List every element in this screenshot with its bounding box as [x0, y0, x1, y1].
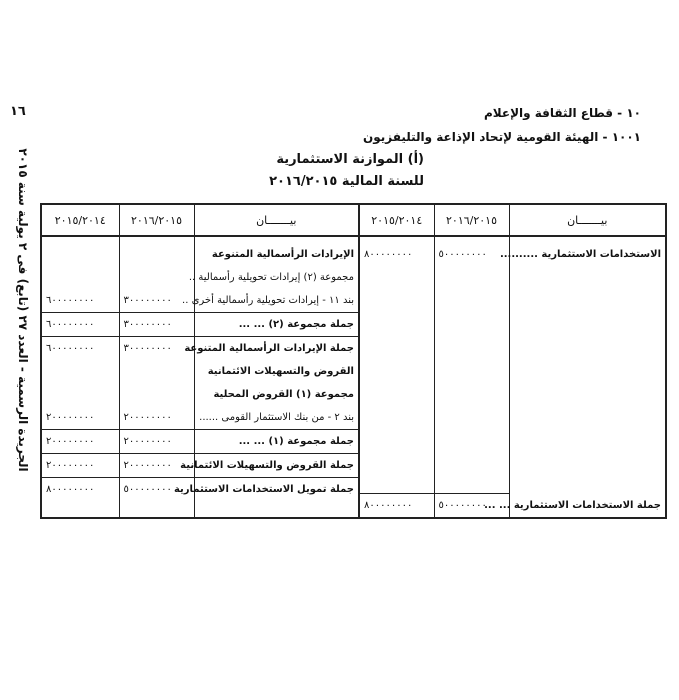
funding-current-value: ٢٠٠٠٠٠٠٠٠ [120, 429, 194, 453]
funding-item-label: بند ١١ - إيرادات تحويلية رأسمالية أخرى .. [182, 295, 354, 306]
uses-current-column [434, 236, 509, 518]
uses-total-current-value: ٥٠٠٠٠٠٠٠٠ [435, 493, 509, 517]
funding-current-value: ٣٠٠٠٠٠٠٠٠ [120, 336, 194, 360]
uses-total-label: جملة الاستخدامات الاستثمارية ... ... [484, 500, 661, 511]
funding-current-value [120, 360, 194, 383]
funding-previous-year-header: ٢٠١٥/٢٠١٤ [41, 204, 119, 236]
funding-previous-value: ٢٠٠٠٠٠٠٠٠ [46, 412, 95, 423]
funding-item-label: مجموعة (١) القروض المحلية [213, 389, 354, 400]
uses-statement-header: بيـــــــان [509, 204, 666, 236]
funding-statement-column [173, 236, 359, 518]
funding-previous-value: ٦٠٠٠٠٠٠٠٠ [42, 336, 119, 360]
fiscal-year-heading: للسنة المالية ٢٠١٦/٢٠١٥ [269, 174, 424, 189]
funding-current-value: ٢٠٠٠٠٠٠٠٠ [120, 453, 194, 477]
gazette-issue-sidebar: الجريدة الرسمية - العدد ٢٧ (تابع) فى ٢ يولية سنة ٢٠١٥ [16, 148, 30, 472]
uses-previous-year-header: ٢٠١٥/٢٠١٤ [359, 204, 434, 236]
uses-statement-column [484, 236, 666, 518]
funding-item-label: جملة الإيرادات الرأسمالية المتنوعة [195, 336, 359, 360]
funding-previous-value: ٢٠٠٠٠٠٠٠٠ [42, 453, 119, 477]
uses-previous-value: ٨٠٠٠٠٠٠٠٠ [364, 249, 413, 260]
uses-current-value: ٥٠٠٠٠٠٠٠٠ [438, 249, 487, 260]
funding-current-value [120, 266, 194, 289]
funding-current-value [120, 383, 194, 406]
uses-total-previous-value: ٨٠٠٠٠٠٠٠٠ [360, 493, 434, 517]
uses-current-year-header: ٢٠١٦/٢٠١٥ [434, 204, 509, 236]
funding-item-label: جملة القروض والتسهيلات الائتمانية [195, 453, 359, 477]
funding-previous-value [42, 266, 119, 289]
funding-previous-column [41, 236, 119, 518]
funding-previous-value: ٦٠٠٠٠٠٠٠٠ [42, 312, 119, 336]
funding-item-label: الإيرادات الرأسمالية المتنوعة [211, 249, 354, 260]
page-number: ١٦ [10, 104, 26, 119]
funding-item-label: جملة مجموعة (٢) ... ... [195, 312, 359, 336]
authority-heading: ١٠٠١ - الهيئة القومية لإتحاد الإذاعة والتليفزيون [362, 130, 641, 144]
funding-previous-value [42, 383, 119, 406]
funding-item-label: مجموعة (٢) إيرادات تحويلية رأسمالية .. [188, 272, 354, 283]
uses-previous-column [359, 236, 434, 518]
funding-item-label: جملة تمويل الاستخدامات الاستثمارية [195, 477, 359, 501]
funding-statement-header: بيـــــــان [194, 204, 359, 236]
sector-heading: ١٠ - قطاع الثقافة والإعلام [483, 106, 641, 120]
funding-current-value [120, 243, 194, 266]
funding-previous-value: ٨٠٠٠٠٠٠٠٠ [42, 477, 119, 501]
funding-current-value: ٢٠٠٠٠٠٠٠٠ [123, 412, 172, 423]
funding-current-year-header: ٢٠١٦/٢٠١٥ [119, 204, 194, 236]
funding-previous-value: ٦٠٠٠٠٠٠٠٠ [46, 295, 95, 306]
funding-current-value: ٣٠٠٠٠٠٠٠٠ [123, 295, 172, 306]
uses-label: الاستخدامات الاستثمارية .......... [499, 249, 661, 260]
funding-item-label: القروض والتسهيلات الائتمانية [207, 366, 354, 377]
funding-previous-value [42, 360, 119, 383]
funding-previous-value [42, 243, 119, 266]
funding-current-value: ٥٠٠٠٠٠٠٠٠ [120, 477, 194, 501]
funding-current-value: ٣٠٠٠٠٠٠٠٠ [120, 312, 194, 336]
funding-item-label: جملة مجموعة (١) ... ... [195, 429, 359, 453]
investment-budget-table [40, 203, 667, 519]
funding-previous-value: ٢٠٠٠٠٠٠٠٠ [42, 429, 119, 453]
funding-item-label: بند ٢ - من بنك الاستثمار القومى ...... [199, 412, 354, 423]
budget-title: (أ) الموازنة الاستثمارية [276, 152, 424, 167]
